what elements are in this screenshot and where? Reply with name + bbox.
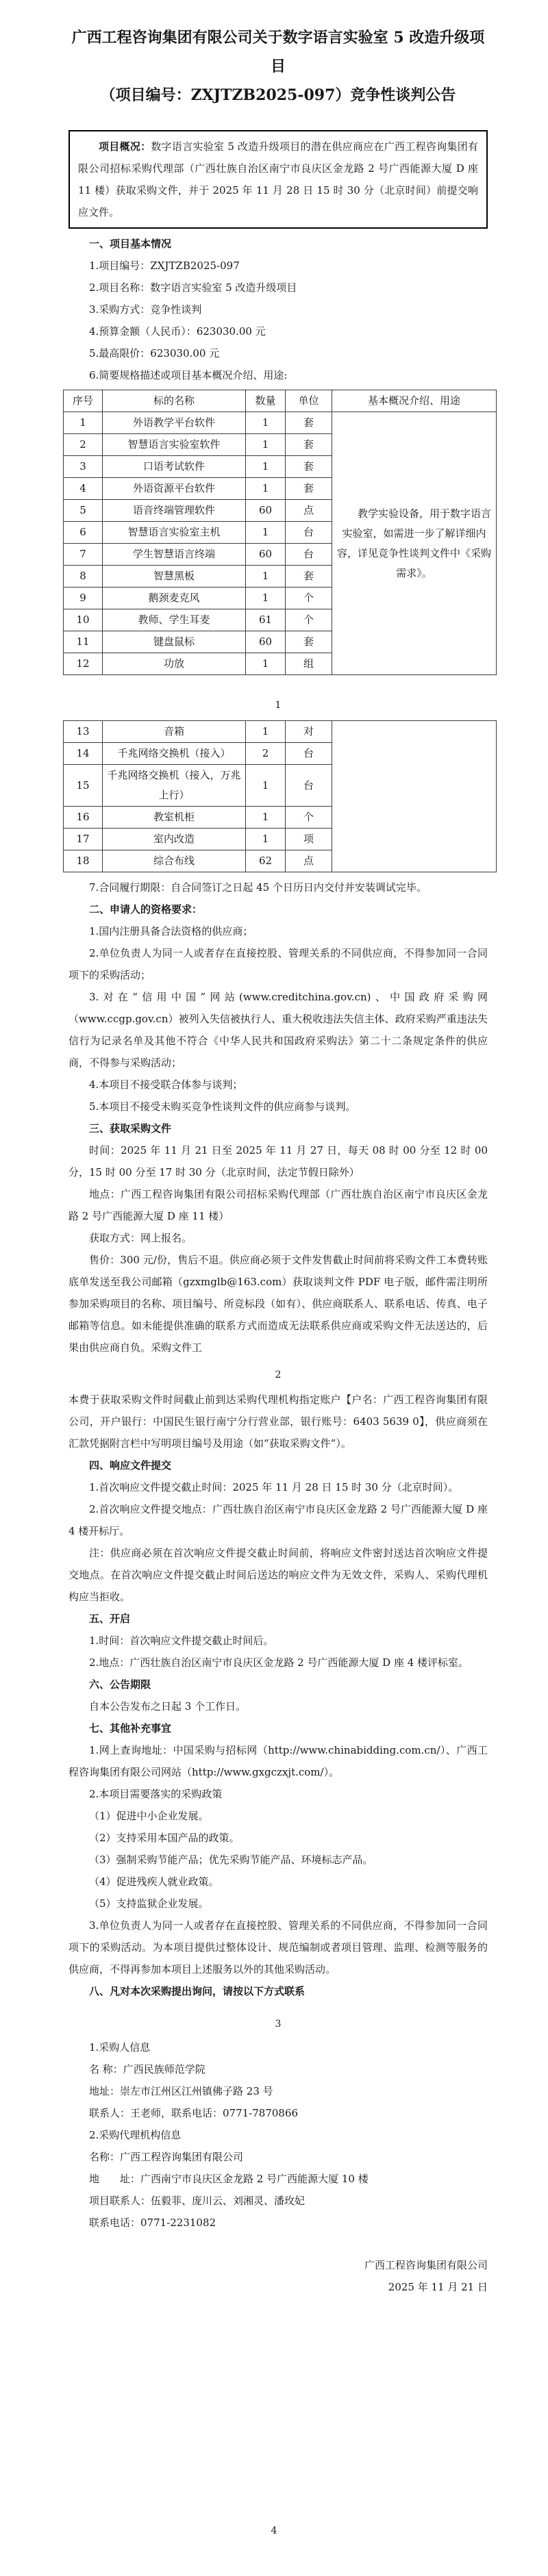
row-qty: 60: [246, 544, 286, 566]
purchaser-info-heading: 1.采购人信息: [89, 2041, 151, 2054]
qualification-item: 1.国内注册具备合法资格的供应商；: [89, 925, 253, 937]
qualification-item: 5.本项目不接受未购买竞争性谈判文件的供应商参与谈判。: [89, 1100, 356, 1113]
row-unit: 组: [286, 653, 332, 675]
row-unit: 套: [286, 566, 332, 588]
row-no: 16: [64, 807, 103, 829]
col-header-qty: 数量: [246, 390, 286, 412]
overview-text: 数字语言实验室 5 改造升级项目的潜在供应商应在广西工程咨询集团有限公司招标采购代理部（广西壮族自治区南宁市良庆区金龙路 2 号广西能源大厦 D 座 11 楼）获取采购文件，并于 2025 年 11 月 28 日 15 时 30 分（北京时间）前提交响应文件。: [78, 140, 478, 218]
section6-heading: 六、公告期限: [89, 1678, 151, 1691]
row-name: 口语考试软件: [103, 456, 246, 478]
row-no: 11: [64, 631, 103, 653]
table-row: [64, 721, 497, 743]
page-number-4: 4: [271, 2525, 277, 2536]
project-overview-paragraph: [78, 136, 478, 223]
document-price-paragraph-part2: 本费于获取采购文件时间截止前到达采购代理机构指定账户【户名：广西工程咨询集团有限公司，开户银行：中国民生银行南宁分行营业部，银行账号：6403 5639 0】，供应商须在汇款凭据附言栏中写明项目编号及用途（如“获取采购文件”）。: [68, 1393, 488, 1450]
section4-heading: 四、响应文件提交: [89, 1459, 172, 1472]
row-name: 键盘鼠标: [103, 631, 246, 653]
row-no: 6: [64, 522, 103, 544]
row-no: 4: [64, 478, 103, 500]
items-table-page1: [63, 390, 497, 675]
row-qty: 1: [246, 478, 286, 500]
row-qty: 1: [246, 412, 286, 434]
row-no: 14: [64, 743, 103, 765]
row-unit: 套: [286, 412, 332, 434]
row-no: 7: [64, 544, 103, 566]
project-overview-box: [68, 130, 488, 229]
document-title-line2: （项目编号：ZXJTZB2025-097）竞争性谈判公告: [100, 86, 456, 104]
row-no: 8: [64, 566, 103, 588]
policy-intro-line: 2.本项目需要落实的采购政策: [89, 1788, 223, 1800]
row-unit: 个: [286, 807, 332, 829]
row-qty: 60: [246, 500, 286, 522]
row-name: 语音终端管理软件: [103, 500, 246, 522]
col-header-no: 序号: [64, 390, 103, 412]
agency-project-contacts-line: 项目联系人：伍毅菲、庞川云、刘湘灵、潘玫妃: [89, 2195, 306, 2207]
signature-company: 广西工程咨询集团有限公司: [364, 2259, 488, 2271]
purchaser-address-line: 地址：崇左市江州区江州镇佛子路 23 号: [89, 2085, 273, 2097]
col-header-unit: 单位: [286, 390, 332, 412]
row-unit: 套: [286, 631, 332, 653]
section1-heading: 一、项目基本情况: [89, 238, 172, 250]
row-qty: 1: [246, 588, 286, 609]
purchaser-name-line: 名 称：广西民族师范学院: [89, 2063, 206, 2075]
document-price-paragraph-part1: 售价：300 元/份，售后不退。供应商必须于文件发售截止时间前将采购文件工本费转账底单发送至我公司邮箱（gzxmglb@163.com）获取谈判文件 PDF 电子版，邮件需注明所参加采购项目的名称、项目编号、所竞标段（如有）、供应商联系人、联系电话、传真、电子邮箱等信息。如未能提供准确的联系方式而造成无法联系供应商或采购文件无法送达的，后果由供应商自负。采购文件工: [68, 1254, 488, 1354]
row-no: 17: [64, 829, 103, 850]
row-name: 教师、学生耳麦: [103, 609, 246, 631]
page-number-1: 1: [275, 700, 282, 711]
response-note-line: 注：供应商必须在首次响应文件提交截止时间前，将响应文件密封送达首次响应文件提交地点。在首次响应文件提交截止时间后送达的响应文件为无效文件，采购人、采购代理机构应当拒收。: [68, 1547, 488, 1603]
col-header-desc: 基本概况介绍、用途: [332, 390, 497, 412]
section5-heading: 五、开启: [89, 1613, 131, 1625]
section3-heading: 三、获取采购文件: [89, 1122, 172, 1135]
row-name: 智慧语言实验室主机: [103, 522, 246, 544]
row-qty: 60: [246, 631, 286, 653]
row-qty: 1: [246, 765, 286, 807]
table-description-cell: 教学实验设备，用于数字语言实验室，如需进一步了解详细内容，详见竞争性谈判文件中《采购需求》。: [332, 412, 497, 675]
row-qty: 1: [246, 434, 286, 456]
row-qty: 1: [246, 721, 286, 743]
row-no: 13: [64, 721, 103, 743]
table-header-row: [64, 390, 497, 412]
row-name: 外语资源平台软件: [103, 478, 246, 500]
row-unit: 套: [286, 434, 332, 456]
row-qty: 1: [246, 807, 286, 829]
row-qty: 61: [246, 609, 286, 631]
row-unit: 台: [286, 544, 332, 566]
row-qty: 1: [246, 653, 286, 675]
row-no: 5: [64, 500, 103, 522]
section7-heading: 七、其他补充事宜: [89, 1722, 172, 1734]
document-place-line: 地点：广西工程咨询集团有限公司招标采购代理部（广西壮族自治区南宁市良庆区金龙路 2 号广西能源大厦 D 座 11 楼）: [68, 1188, 488, 1222]
row-unit: 个: [286, 609, 332, 631]
policy-item: （4）促进残疾人就业政策。: [89, 1876, 219, 1888]
same-leader-rule-line: 3.单位负责人为同一人或者存在直接控股、管理关系的不同供应商，不得参加同一合同项下的采购活动。为本项目提供过整体设计、规范编制或者项目管理、监理、检测等服务的供应商，不得再参加本项目上述服务以外的其他采购活动。: [68, 1919, 488, 1975]
row-qty: 1: [246, 522, 286, 544]
table-description-empty-cell: [332, 721, 497, 872]
spec-intro-line: 6.简要规格描述或项目基本概况介绍、用途:: [89, 369, 288, 381]
row-name: 鹅颈麦克风: [103, 588, 246, 609]
row-name: 外语教学平台软件: [103, 412, 246, 434]
row-unit: 点: [286, 500, 332, 522]
row-no: 3: [64, 456, 103, 478]
row-no: 9: [64, 588, 103, 609]
row-qty: 1: [246, 456, 286, 478]
row-no: 2: [64, 434, 103, 456]
col-header-name: 标的名称: [103, 390, 246, 412]
policy-item: （3）强制采购节能产品；优先采购节能产品、环境标志产品。: [89, 1854, 373, 1866]
row-name: 功放: [103, 653, 246, 675]
agency-address-line: 地 址：广西南宁市良庆区金龙路 2 号广西能源大厦 10 楼: [89, 2173, 369, 2185]
row-name: 综合布线: [103, 850, 246, 872]
row-unit: 点: [286, 850, 332, 872]
row-qty: 1: [246, 829, 286, 850]
row-name: 音箱: [103, 721, 246, 743]
row-unit: 项: [286, 829, 332, 850]
procurement-method-line: 3.采购方式：竞争性谈判: [89, 303, 202, 316]
qualification-item: 2.单位负责人为同一人或者存在直接控股、管理关系的不同供应商，不得参加同一合同项下的采购活动；: [68, 947, 488, 981]
policy-item: （5）支持监狱企业发展。: [89, 1897, 209, 1910]
row-no: 18: [64, 850, 103, 872]
row-no: 10: [64, 609, 103, 631]
page-number-3: 3: [275, 2019, 282, 2030]
row-name: 千兆网络交换机（接入）: [103, 743, 246, 765]
row-unit: 台: [286, 522, 332, 544]
signature-date: 2025 年 11 月 21 日: [388, 2281, 488, 2293]
price-cap-line: 5.最高限价：623030.00 元: [89, 347, 220, 359]
document-method-line: 获取方式：网上报名。: [89, 1232, 192, 1244]
row-name: 智慧黑板: [103, 566, 246, 588]
section2-heading: 二、申请人的资格要求：: [89, 903, 203, 916]
section8-heading: 八、凡对本次采购提出询问，请按以下方式联系: [89, 1985, 306, 1997]
qualification-item: 3.对在“信用中国”网站(www.creditchina.gov.cn)、中国政府采购网（www.ccgp.gov.cn）被列入失信被执行人、重大税收违法失信主体、政府采购严重违法失信行为记录名单及其他不符合《中华人民共和国政府采购法》第二十二条规定条件的供应商，不得参与采购活动；: [68, 991, 488, 1069]
row-name: 教室机柜: [103, 807, 246, 829]
contract-period-line: 7.合同履行期限：自合同签订之日起 45 个日历日内交付并安装调试完毕。: [89, 881, 427, 894]
row-unit: 套: [286, 478, 332, 500]
row-unit: 对: [286, 721, 332, 743]
row-qty: 1: [246, 566, 286, 588]
document-title-line1: 广西工程咨询集团有限公司关于数字语言实验室 5 改造升级项目: [71, 29, 485, 75]
row-name: 千兆网络交换机（接入，万兆上行）: [103, 765, 246, 807]
online-query-line: 1.网上查询地址：中国采购与招标网（http://www.chinabidding.com.cn/）、广西工程咨询集团有限公司网站（http://www.gxgczxjt.com/）。: [68, 1744, 488, 1778]
row-name: 室内改造: [103, 829, 246, 850]
agency-info-heading: 2.采购代理机构信息: [89, 2129, 182, 2141]
agency-name-line: 名称：广西工程咨询集团有限公司: [89, 2151, 244, 2163]
purchaser-contact-line: 联系人：王老师，联系电话：0771-7870866: [89, 2107, 299, 2119]
row-no: 15: [64, 765, 103, 807]
row-unit: 台: [286, 765, 332, 807]
row-no: 1: [64, 412, 103, 434]
row-unit: 套: [286, 456, 332, 478]
row-unit: 台: [286, 743, 332, 765]
project-number-line: 1.项目编号：ZXJTZB2025-097: [89, 260, 240, 272]
project-name-line: 2.项目名称：数字语言实验室 5 改造升级项目: [89, 281, 297, 294]
row-name: 学生智慧语言终端: [103, 544, 246, 566]
agency-phone-line: 联系电话：0771-2231082: [89, 2217, 216, 2229]
overview-label: 项目概况：: [99, 140, 151, 153]
table-row: [64, 412, 497, 434]
opening-place-line: 2.地点：广西壮族自治区南宁市良庆区金龙路 2 号广西能源大厦 D 座 4 楼评标室。: [89, 1656, 469, 1669]
response-place-line: 2.首次响应文件提交地点：广西壮族自治区南宁市良庆区金龙路 2 号广西能源大厦 D 座 4 楼开标厅。: [68, 1503, 488, 1537]
budget-line: 4.预算金额（人民币）：623030.00 元: [89, 325, 266, 338]
document-time-line: 时间：2025 年 11 月 21 日至 2025 年 11 月 27 日，每天 08 时 00 分至 12 时 00 分，15 时 00 分至 17 时 30 分（北京时间，法定节假日除外）: [68, 1144, 488, 1178]
qualification-item: 4.本项目不接受联合体参与谈判；: [89, 1078, 243, 1091]
policy-item: （2）支持采用本国产品的政策。: [89, 1832, 240, 1844]
policy-item: （1）促进中小企业发展。: [89, 1810, 209, 1822]
row-no: 12: [64, 653, 103, 675]
page-number-2: 2: [275, 1369, 282, 1380]
row-name: 智慧语言实验室软件: [103, 434, 246, 456]
row-qty: 2: [246, 743, 286, 765]
opening-time-line: 1.时间：首次响应文件提交截止时间后。: [89, 1634, 274, 1647]
announcement-period-line: 自本公告发布之日起 3 个工作日。: [89, 1700, 247, 1713]
row-unit: 个: [286, 588, 332, 609]
response-deadline-line: 1.首次响应文件提交截止时间：2025 年 11 月 28 日 15 时 30 分（北京时间）。: [89, 1481, 459, 1493]
items-table-page2: [63, 720, 497, 872]
row-qty: 62: [246, 850, 286, 872]
